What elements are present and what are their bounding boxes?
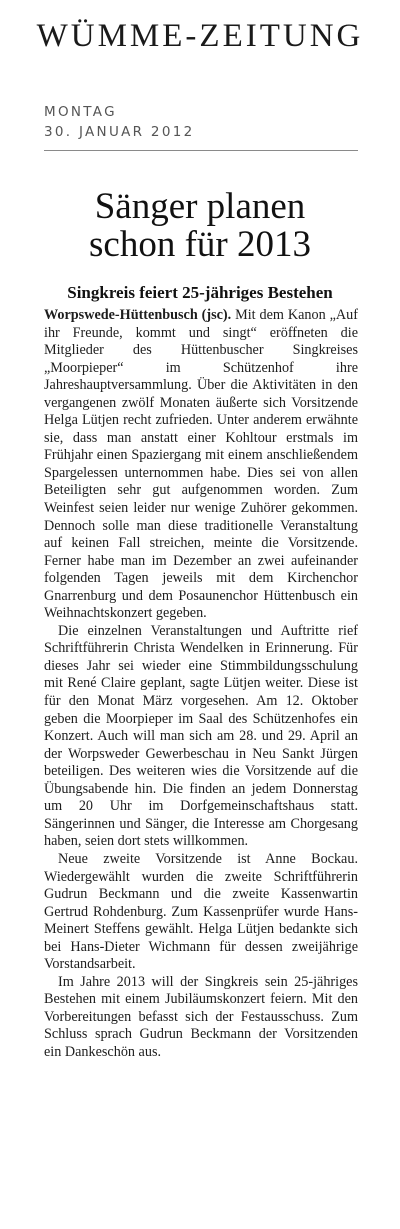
article-body	[44, 307, 358, 1062]
article-paragraph-2: Die einzelnen Veranstaltungen und Auftritte rief Schriftführerin Christa Wendelken in Erinnerung. Für dieses Jahr sei wieder eine Stimmbildungsschulung mit René Claire geplant, sagte Lütjen weiter. Diese ist für den Monat März vorgesehen. Am 12. Oktober geben die Moorpieper im Saal des Schützenhofes ein Konzert. Auch will man sich am 28. und 29. April an der Worpsweder Gewerbeschau in Neu Sankt Jürgen beteiligen. Des weiteren wies die Vorsitzende auf die Übungsabende hin. Die finden an jedem Donnerstag um 20 Uhr im Dorfgemeinschaftshaus statt. Sängerinnen und Sänger, die Interesse am Chorgesang haben, seien dort stets willkommen.	[44, 622, 358, 850]
headline-line-2: schon für 2013	[89, 224, 311, 265]
issue-weekday: MONTAG	[44, 104, 117, 120]
issue-full-date: 30. JANUAR 2012	[44, 124, 195, 140]
article-paragraph-4: Im Jahre 2013 will der Singkreis sein 25-jähriges Bestehen mit einem Jubiläumskonzert feiern. Mit den Vorbereitungen befasst sich der Festausschuss. Zum Schluss sprach Gudrun Beckmann der Vorsitzenden ein Dankeschön aus.	[44, 973, 358, 1060]
article-paragraph-3: Neue zweite Vorsitzende ist Anne Bockau. Wiedergewählt wurden die zweite Schriftführerin Gudrun Beckmann und die zweite Kassenwartin Gertrud Rohdenburg. Zum Kassenprüfer wurde Hans-Meinert Steffens gewählt. Helga Lütjen bedankte sich bei Hans-Dieter Wichmann für dessen zweijährige Vorstandsarbeit.	[44, 850, 358, 973]
article-paragraph-1	[44, 307, 358, 623]
header-divider	[44, 150, 358, 151]
issue-date	[44, 102, 194, 142]
article-dateline: Worpswede-Hüttenbusch (jsc).	[44, 307, 232, 323]
paragraph-1-text: Mit dem Kanon „Auf ihr Freunde, kommt und singt“ eröffneten die Mitglieder des Hüttenbuscher Singkreises „Moorpieper“ im Schützenhof ihre Jahreshauptversammlung. Über die Aktivitäten in den vergangenen zwölf Monaten äußerte sich Vorsitzende Helga Lütjen recht zufrieden. Unter anderem erwähnte sie, dass man anstatt einer Kohltour erstmals im Frühjahr einen Spaziergang mit einem anschließendem Spargelessen unternommen habe. Dies sei von allen Beteiligten sehr gut aufgenommen worden. Zum Weinfest seien leider nur wenige Zuhörer gekommen. Dennoch solle man diese traditionelle Veranstaltung auf keinen Fall streichen, meinte die Vorsitzende. Ferner habe man im Dezember an zwei aufeinander folgenden Tagen jeweils mit dem Kirchenchor Gnarrenburg und dem Posaunenchor Hüttenbusch ein Weihnachtskonzert gegeben.	[44, 307, 358, 622]
article-subheadline: Singkreis feiert 25-jähriges Bestehen	[67, 283, 333, 302]
article-headline	[40, 188, 360, 264]
headline-line-1: Sänger planen	[94, 186, 306, 227]
newspaper-masthead: WÜMME-ZEITUNG	[36, 18, 364, 54]
